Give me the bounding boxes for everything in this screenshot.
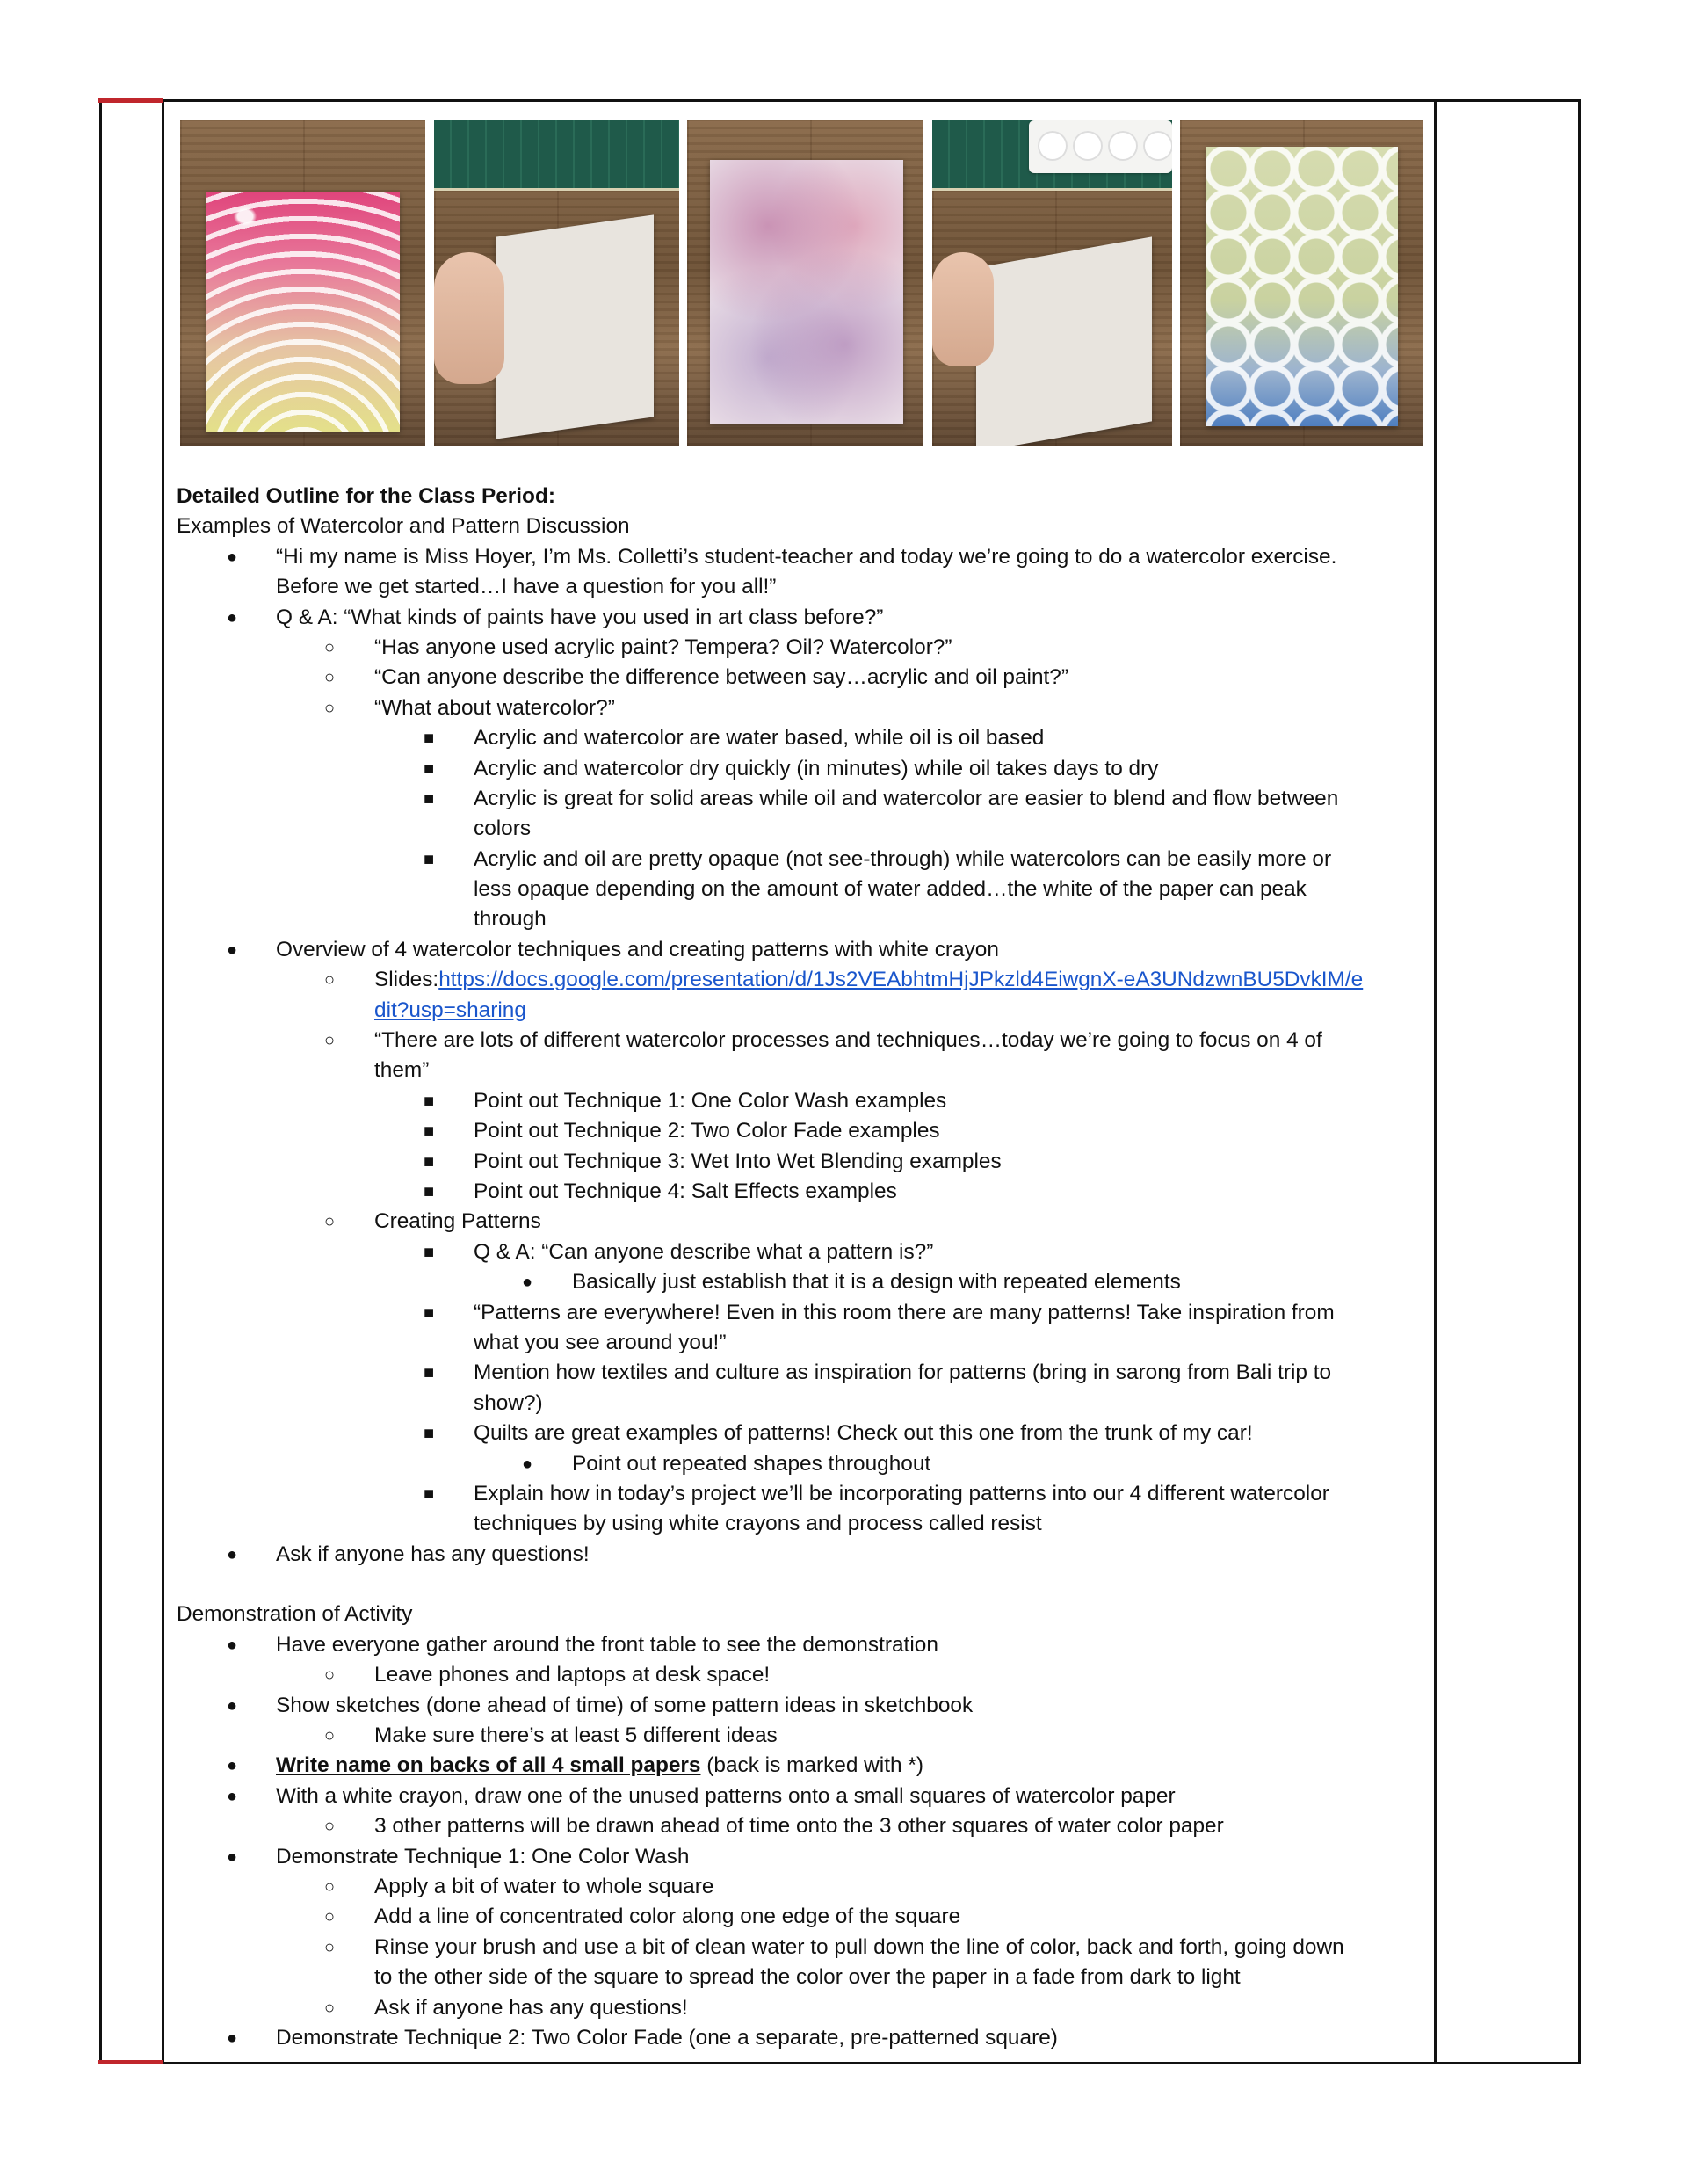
list-item: ○ Slides:https://docs.google.com/presentation/d/1Js2VEAbhtmHjJPkzld4EiwgnX-eA3UNdzwnBU5DvkIM/e: [324, 968, 1364, 992]
list-item: ● Write name on backs of all 4 small papers (back is marked with *): [227, 1753, 923, 1778]
slides-link[interactable]: https://docs.google.com/presentation/d/1Js2VEAbhtmHjJPkzld4EiwgnX-eA3UNdzwnBU5DvkIM/e: [438, 968, 1364, 992]
list-item: ■ Acrylic and watercolor are water based, while oil is oil based: [424, 726, 1045, 751]
list-item: ● With a white crayon, draw one of the unused patterns onto a small squares of watercolor paper: [227, 1783, 1176, 1808]
photo-pink-arches-card: [180, 120, 425, 446]
list-item: ● Overview of 4 watercolor techniques and creating patterns with white crayon: [227, 937, 999, 961]
list-item: ■ Point out Technique 3: Wet Into Wet Blending examples: [424, 1149, 1002, 1173]
outline-heading: Detailed Outline for the Class Period:: [177, 484, 555, 508]
list-item: ■ Point out Technique 4: Salt Effects examples: [424, 1179, 897, 1203]
list-item: ● Q & A: “What kinds of paints have you used in art class before?”: [227, 605, 884, 629]
list-item: ○ Ask if anyone has any questions!: [324, 1995, 688, 2020]
photo-purple-stars-card: [687, 120, 923, 446]
list-item: ■ Mention how textiles and culture as inspiration for patterns (bring in sarong from Bali trip to: [424, 1360, 1332, 1385]
red-margin-mark-top: [98, 98, 163, 103]
bullet-disc: ●: [227, 547, 238, 567]
list-item: ○ Add a line of concentrated color along one edge of the square: [324, 1905, 961, 1929]
list-item: ○ “Can anyone describe the difference between say…acrylic and oil paint?”: [324, 665, 1068, 690]
list-item: ● Point out repeated shapes throughout: [522, 1451, 931, 1476]
photo-card-back-held: [434, 120, 679, 446]
list-item: ■ Acrylic and oil are pretty opaque (not see-through) while watercolors can be easily more or: [424, 846, 1332, 871]
list-item: ○ Rinse your brush and use a bit of clean water to pull down the line of color, back and forth, going down: [324, 1934, 1344, 1959]
section-title-discussion: Examples of Watercolor and Pattern Discussion: [177, 514, 630, 539]
write-name-instruction: Write name on backs of all 4 small papers: [276, 1753, 701, 1778]
list-item: ■ Q & A: “Can anyone describe what a pattern is?”: [424, 1239, 934, 1264]
list-item: ● Have everyone gather around the front table to see the demonstration: [227, 1632, 938, 1657]
table-left-column-divider: [162, 99, 164, 2064]
list-item: ■ Explain how in today’s project we’ll be incorporating patterns into our 4 different watercolor: [424, 1481, 1329, 1506]
list-item: ● Demonstrate Technique 1: One Color Wash: [227, 1844, 690, 1868]
slides-link-continued[interactable]: dit?usp=sharing: [374, 998, 526, 1022]
list-item: ○ Creating Patterns: [324, 1209, 541, 1234]
list-item: ○ Make sure there’s at least 5 different ideas: [324, 1723, 778, 1748]
list-item: ● Ask if anyone has any questions!: [227, 1542, 590, 1566]
list-item: ■ Acrylic and watercolor dry quickly (in minutes) while oil takes days to dry: [424, 756, 1159, 780]
slides-label: Slides:: [374, 968, 439, 992]
list-item: ○ Leave phones and laptops at desk space!: [324, 1663, 771, 1687]
list-item: ■ Point out Technique 1: One Color Wash examples: [424, 1088, 947, 1113]
photo-card-back-with-palette: [932, 120, 1172, 446]
list-item: ○ 3 other patterns will be drawn ahead of time onto the 3 other squares of water color paper: [324, 1814, 1224, 1839]
list-item: ● “Hi my name is Miss Hoyer, I’m Ms. Colletti’s student-teacher and today we’re going to do a watercolor exercise.: [177, 542, 1424, 572]
list-item: ○ “There are lots of different watercolor processes and techniques…today we’re going to focus on 4 of: [324, 1028, 1322, 1053]
list-item: ■ Acrylic is great for solid areas while oil and watercolor are easier to blend and flow between: [424, 786, 1339, 810]
list-item: ■ Point out Technique 2: Two Color Fade examples: [424, 1119, 940, 1143]
list-item: ● Demonstrate Technique 2: Two Color Fade (one a separate, pre-patterned square): [227, 2025, 1058, 2050]
list-item: ● Basically just establish that it is a design with repeated elements: [522, 1270, 1181, 1295]
list-item: ■ Quilts are great examples of patterns! Check out this one from the trunk of my car!: [424, 1421, 1253, 1446]
list-item: ○ “What about watercolor?”: [324, 695, 615, 720]
photo-salt-circles-card: [1180, 120, 1423, 446]
list-item: ○ Apply a bit of water to whole square: [324, 1874, 714, 1898]
list-item: ■ “Patterns are everywhere! Even in this room there are many patterns! Take inspiration from: [424, 1300, 1335, 1324]
section-title-demonstration: Demonstration of Activity: [177, 1602, 413, 1627]
list-item: ○ “Has anyone used acrylic paint? Tempera? Oil? Watercolor?”: [324, 635, 952, 659]
table-right-column-divider: [1434, 99, 1437, 2064]
lesson-outline: Detailed Outline for the Class Period: Examples of Watercolor and Pattern Discussion ● “Hi my name is Miss Hoyer, I’m Ms. Colletti’s student-teacher and today we’re going to do a watercolor exercise. Before we get started…I have a question for you all!” ● Q & A: “What kinds of paints have you used in art class before?” ○ “Has anyone used acrylic paint? Tempera? Oil? Watercolor?” ○ “Can anyone describe the difference between say…acrylic and oil paint?” ○ “What about watercolor?” ■ Acrylic and watercolor are water based, while oil is oil based ■ Acrylic and watercolor dry quickly (in minutes) while oil takes days to dry ■ Acrylic is great for solid areas while oil and watercolor are easier to blend and flow between colors ■ Acrylic and oil are pretty opaque (not see-through) while watercolors can be easily more or less opaque depending on the amount of water added…the white of the paper can peak through ● Overview of 4 watercolor techniques and creating patterns with white crayon ○ Slides:https://docs.google.com/presentation/d/1Js2VEAbhtmHjJPkzld4EiwgnX-eA3UNdzwnBU5DvkIM/e dit?usp=sharing ○ “There are lots of different watercolor processes and techniques…today we’re going to focus on 4 of them” ■ Point out Technique 1: One Color Wash examples ■ Point out Technique 2: Two Color Fade examples ■ Point out Technique 3: Wet Into Wet Blending examples ■ Point out Technique 4: Salt Effects examples ○ Creating Patterns ■ Q & A: “Can anyone describe what a pattern is?” ● Basically just establish that it is a design with repeated elements ■ “Patterns are everywhere! Even in this room there are many patterns! Take inspiration from what you see around you!” ■ Mention how textiles and culture as inspiration for patterns (bring in sarong from Bali trip to show?) ■ Quilts are great examples of patterns! Check out this one from the trunk of my car! ● Point out repeated shapes throughout ■ Explain how in today’s project we’ll be incorporating patterns into our 4 different watercolor techniques by using white crayons and process called resist ● Ask if anyone has any questions! Demonstration of Activity ● Have everyone gather around the front table to see the demonstration ○ Leave phones and laptops at desk space! ● Show sketches (done ahead of time) of some pattern ideas in sketchbook ○ Make sure there’s at least 5 different ideas ● Write name on backs of all 4 small papers (back is marked with *) ● With a white crayon, draw one of the unused patterns onto a small squares of watercolor paper ○ 3 other patterns will be drawn ahead of time onto the 3 other squares of water color paper ● Demonstrate Technique 1: One Color Wash ○ Apply a bit of water to whole square ○ Add a line of concentrated color along one edge of the square ○ Rinse your brush and use a bit of clean water to pull down the line of color, back and forth, going down to the other side of the square to spread the color over the paper in a fade from dark to light ○ Ask if anyone has any questions! ● Demonstrate Technique 2: Two Color Fade (one a separate, pre-patterned square): [177, 482, 1424, 2053]
red-margin-mark-bottom: [98, 2060, 163, 2064]
list-item: ● Show sketches (done ahead of time) of some pattern ideas in sketchbook: [227, 1693, 974, 1717]
